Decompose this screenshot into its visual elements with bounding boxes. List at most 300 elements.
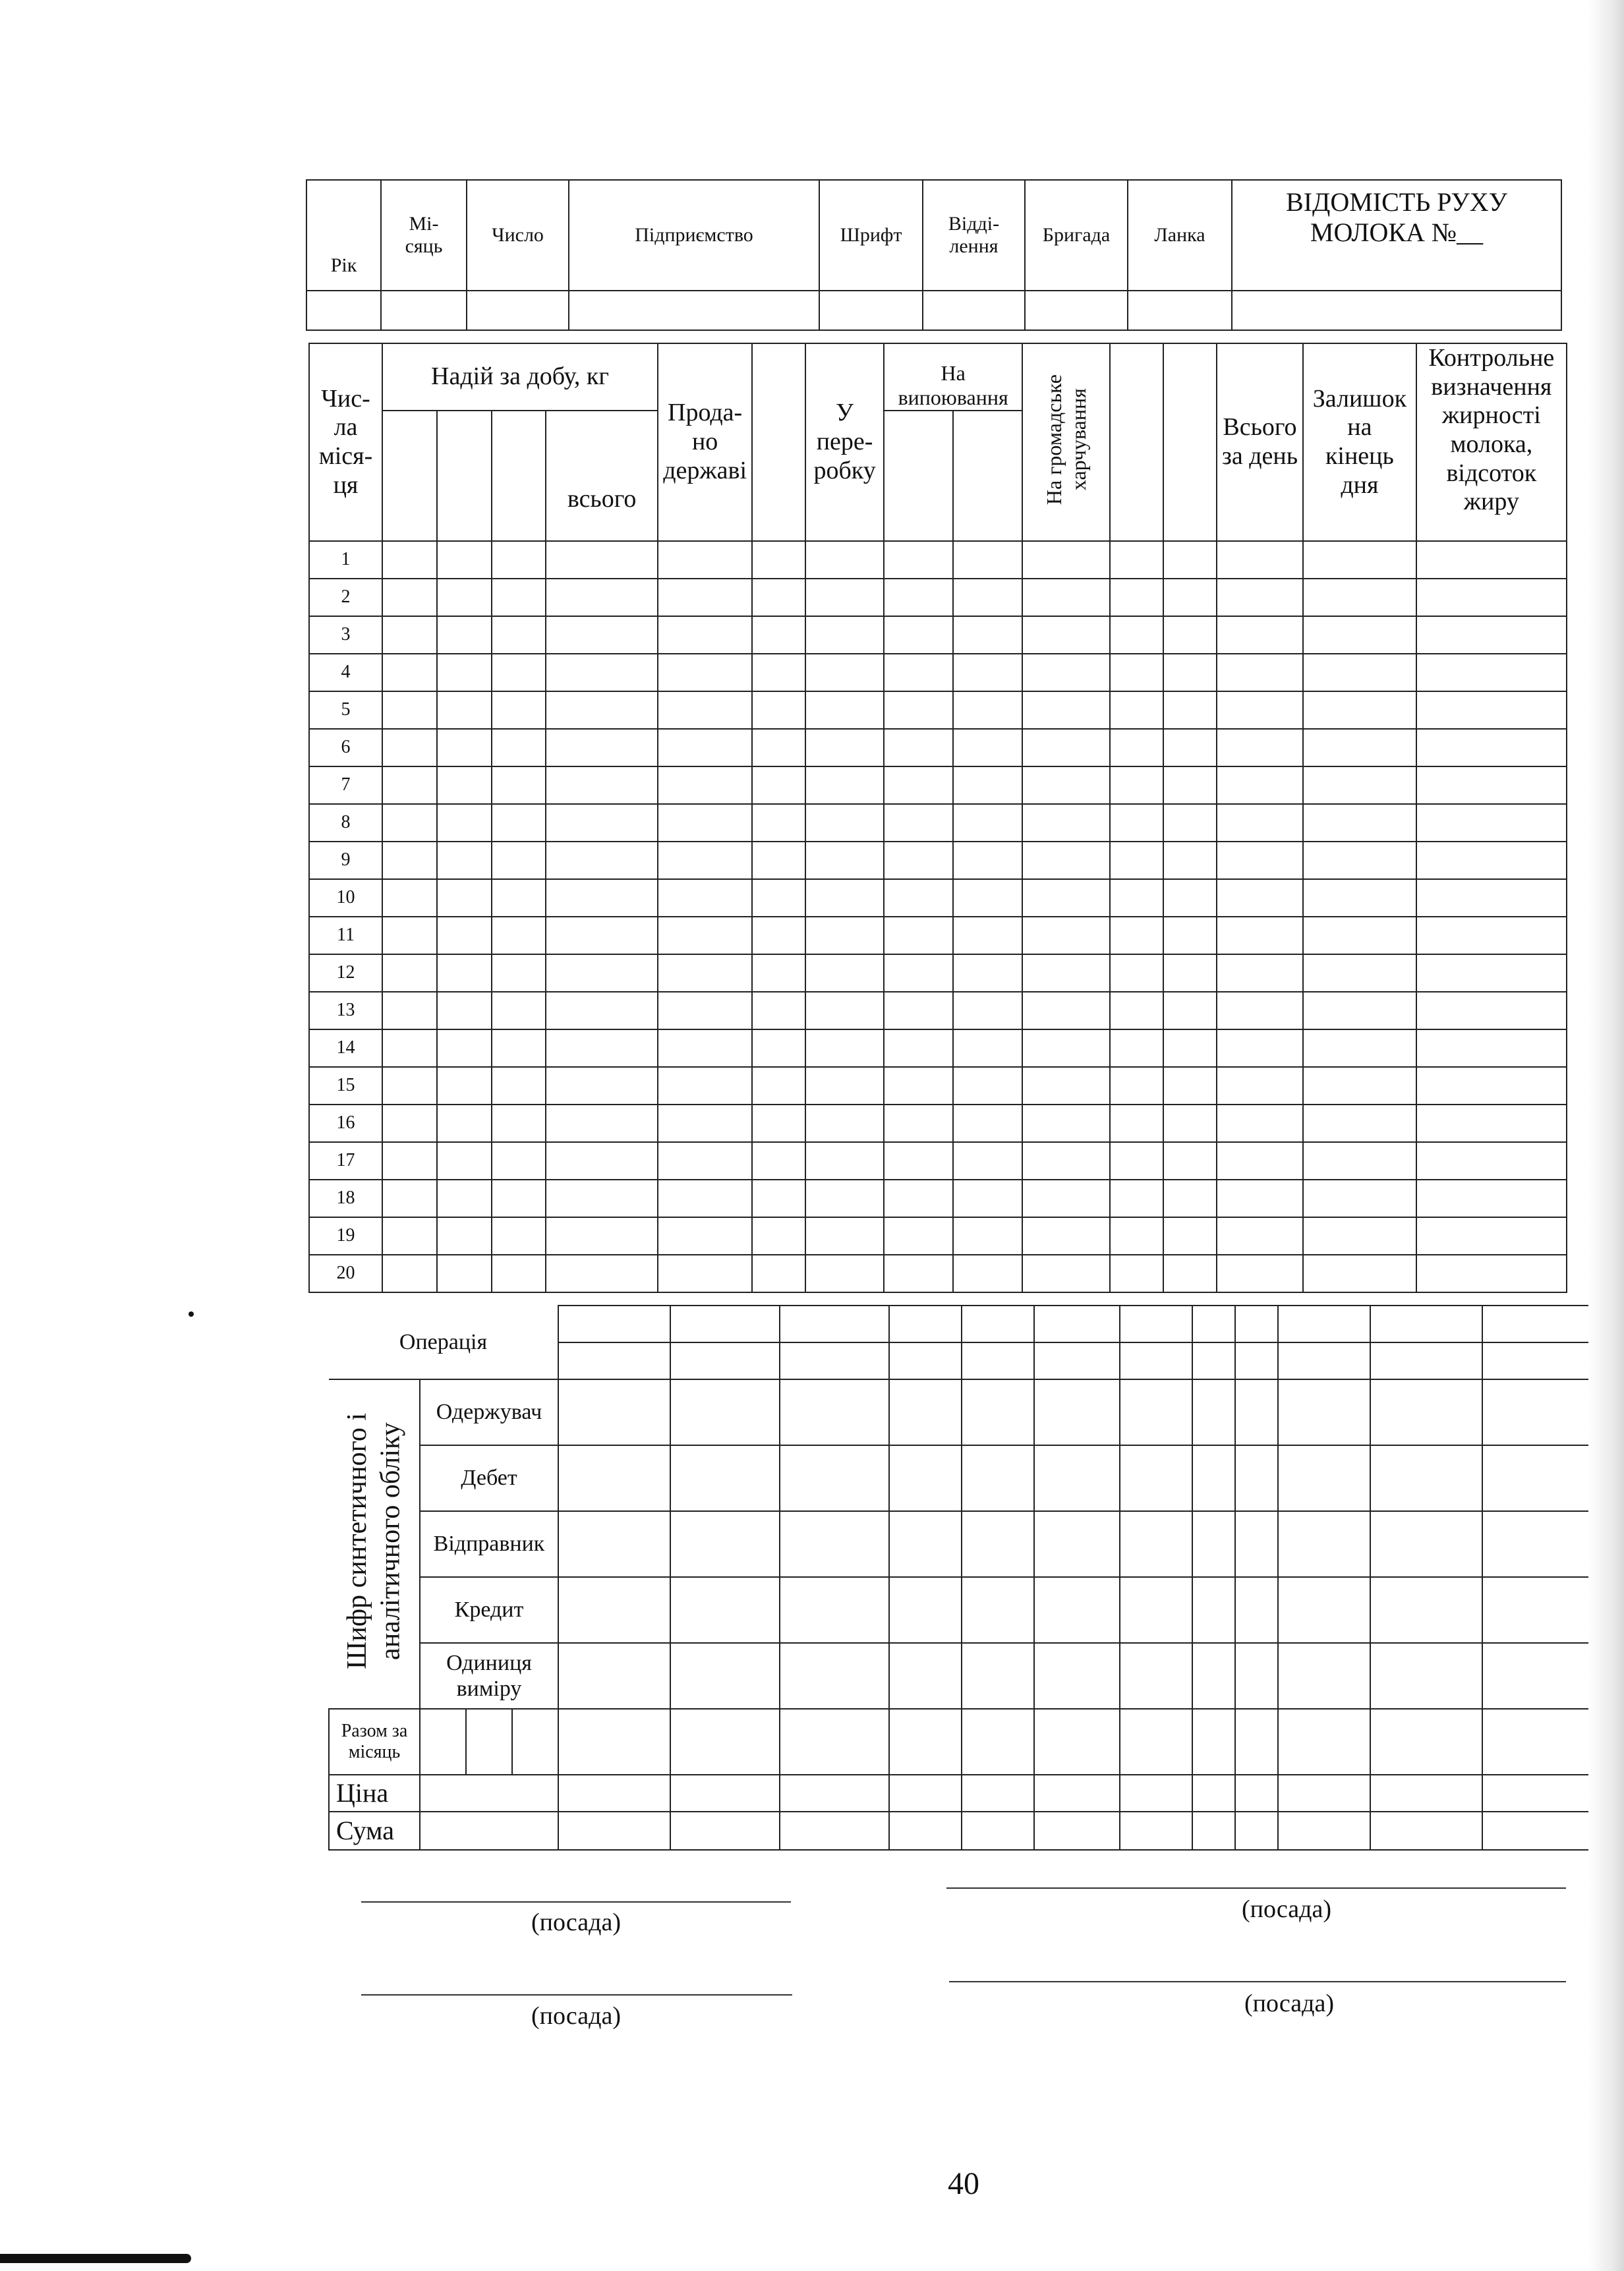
day-cell[interactable] bbox=[1110, 1029, 1163, 1067]
day-cell[interactable] bbox=[1217, 1217, 1303, 1255]
day-cell[interactable] bbox=[805, 1029, 884, 1067]
day-cell[interactable] bbox=[953, 1105, 1022, 1142]
day-cell[interactable] bbox=[437, 654, 492, 691]
day-cell[interactable] bbox=[1303, 579, 1416, 616]
day-cell[interactable] bbox=[658, 654, 752, 691]
day-cell[interactable] bbox=[658, 1217, 752, 1255]
day-cell[interactable] bbox=[1163, 992, 1217, 1029]
day-cell[interactable] bbox=[546, 917, 658, 954]
day-cell[interactable] bbox=[805, 691, 884, 729]
day-cell[interactable] bbox=[437, 992, 492, 1029]
day-cell[interactable] bbox=[1416, 917, 1567, 954]
day-cell[interactable] bbox=[658, 691, 752, 729]
day-cell[interactable] bbox=[658, 766, 752, 804]
day-cell[interactable] bbox=[1110, 766, 1163, 804]
day-cell[interactable] bbox=[1416, 729, 1567, 766]
day-cell[interactable] bbox=[492, 992, 546, 1029]
day-cell[interactable] bbox=[1217, 954, 1303, 992]
day-cell[interactable] bbox=[1416, 954, 1567, 992]
day-cell[interactable] bbox=[805, 1255, 884, 1292]
day-cell[interactable] bbox=[805, 729, 884, 766]
day-cell[interactable] bbox=[382, 729, 437, 766]
day-cell[interactable] bbox=[1303, 1029, 1416, 1067]
day-cell[interactable] bbox=[1110, 579, 1163, 616]
day-cell[interactable] bbox=[658, 729, 752, 766]
day-cell[interactable] bbox=[382, 992, 437, 1029]
day-cell[interactable] bbox=[1163, 1217, 1217, 1255]
day-cell[interactable] bbox=[805, 616, 884, 654]
day-cell[interactable] bbox=[658, 1105, 752, 1142]
day-cell[interactable] bbox=[1217, 654, 1303, 691]
day-cell[interactable] bbox=[884, 1105, 953, 1142]
day-cell[interactable] bbox=[492, 691, 546, 729]
day-cell[interactable] bbox=[437, 1217, 492, 1255]
day-cell[interactable] bbox=[1110, 992, 1163, 1029]
day-cell[interactable] bbox=[382, 879, 437, 917]
day-cell[interactable] bbox=[658, 1180, 752, 1217]
day-cell[interactable] bbox=[1416, 1255, 1567, 1292]
day-cell[interactable] bbox=[1163, 954, 1217, 992]
day-cell[interactable] bbox=[1303, 691, 1416, 729]
day-cell[interactable] bbox=[1416, 1105, 1567, 1142]
day-cell[interactable] bbox=[492, 579, 546, 616]
day-cell[interactable] bbox=[752, 954, 805, 992]
day-cell[interactable] bbox=[953, 954, 1022, 992]
day-cell[interactable] bbox=[1217, 1105, 1303, 1142]
day-cell[interactable] bbox=[1110, 842, 1163, 879]
day-cell[interactable] bbox=[492, 1029, 546, 1067]
day-cell[interactable] bbox=[805, 579, 884, 616]
day-cell[interactable] bbox=[1217, 616, 1303, 654]
day-cell[interactable] bbox=[1416, 1217, 1567, 1255]
day-cell[interactable] bbox=[884, 1029, 953, 1067]
day-cell[interactable] bbox=[1163, 1142, 1217, 1180]
day-cell[interactable] bbox=[805, 879, 884, 917]
day-cell[interactable] bbox=[546, 1105, 658, 1142]
day-cell[interactable] bbox=[1303, 766, 1416, 804]
day-cell[interactable] bbox=[752, 729, 805, 766]
day-cell[interactable] bbox=[382, 1029, 437, 1067]
day-cell[interactable] bbox=[953, 842, 1022, 879]
day-cell[interactable] bbox=[1022, 804, 1110, 842]
day-cell[interactable] bbox=[1416, 1067, 1567, 1105]
day-cell[interactable] bbox=[1022, 1067, 1110, 1105]
day-cell[interactable] bbox=[437, 1180, 492, 1217]
day-cell[interactable] bbox=[1163, 729, 1217, 766]
day-cell[interactable] bbox=[884, 691, 953, 729]
day-cell[interactable] bbox=[492, 1067, 546, 1105]
day-cell[interactable] bbox=[546, 729, 658, 766]
day-cell[interactable] bbox=[437, 1255, 492, 1292]
day-cell[interactable] bbox=[1110, 1217, 1163, 1255]
day-cell[interactable] bbox=[953, 1067, 1022, 1105]
day-cell[interactable] bbox=[884, 1067, 953, 1105]
day-cell[interactable] bbox=[1110, 954, 1163, 992]
day-cell[interactable] bbox=[437, 729, 492, 766]
day-cell[interactable] bbox=[884, 992, 953, 1029]
day-cell[interactable] bbox=[805, 1105, 884, 1142]
day-cell[interactable] bbox=[437, 842, 492, 879]
day-cell[interactable] bbox=[546, 879, 658, 917]
day-cell[interactable] bbox=[884, 1180, 953, 1217]
day-cell[interactable] bbox=[1110, 616, 1163, 654]
day-cell[interactable] bbox=[1163, 879, 1217, 917]
day-cell[interactable] bbox=[658, 954, 752, 992]
day-cell[interactable] bbox=[805, 992, 884, 1029]
day-cell[interactable] bbox=[1303, 616, 1416, 654]
day-cell[interactable] bbox=[437, 954, 492, 992]
day-cell[interactable] bbox=[1416, 654, 1567, 691]
day-cell[interactable] bbox=[805, 804, 884, 842]
day-cell[interactable] bbox=[492, 1180, 546, 1217]
day-cell[interactable] bbox=[1022, 992, 1110, 1029]
day-cell[interactable] bbox=[884, 954, 953, 992]
day-cell[interactable] bbox=[953, 879, 1022, 917]
day-cell[interactable] bbox=[546, 691, 658, 729]
day-cell[interactable] bbox=[658, 804, 752, 842]
day-cell[interactable] bbox=[437, 1067, 492, 1105]
day-cell[interactable] bbox=[437, 804, 492, 842]
day-cell[interactable] bbox=[953, 579, 1022, 616]
day-cell[interactable] bbox=[1022, 616, 1110, 654]
day-cell[interactable] bbox=[546, 1067, 658, 1105]
day-cell[interactable] bbox=[546, 579, 658, 616]
day-cell[interactable] bbox=[884, 842, 953, 879]
day-cell[interactable] bbox=[546, 1142, 658, 1180]
day-cell[interactable] bbox=[1416, 1142, 1567, 1180]
day-cell[interactable] bbox=[752, 1180, 805, 1217]
day-cell[interactable] bbox=[1303, 1142, 1416, 1180]
day-cell[interactable] bbox=[382, 1105, 437, 1142]
day-cell[interactable] bbox=[492, 616, 546, 654]
day-cell[interactable] bbox=[658, 992, 752, 1029]
day-cell[interactable] bbox=[382, 541, 437, 579]
day-cell[interactable] bbox=[546, 954, 658, 992]
day-cell[interactable] bbox=[1022, 1255, 1110, 1292]
day-cell[interactable] bbox=[1303, 541, 1416, 579]
day-cell[interactable] bbox=[805, 766, 884, 804]
day-cell[interactable] bbox=[752, 1067, 805, 1105]
day-cell[interactable] bbox=[752, 804, 805, 842]
day-cell[interactable] bbox=[1217, 691, 1303, 729]
day-cell[interactable] bbox=[437, 879, 492, 917]
day-cell[interactable] bbox=[546, 992, 658, 1029]
day-cell[interactable] bbox=[1110, 804, 1163, 842]
day-cell[interactable] bbox=[1163, 1105, 1217, 1142]
day-cell[interactable] bbox=[1110, 541, 1163, 579]
day-cell[interactable] bbox=[1416, 766, 1567, 804]
day-cell[interactable] bbox=[1022, 1105, 1110, 1142]
day-cell[interactable] bbox=[382, 1180, 437, 1217]
day-cell[interactable] bbox=[1217, 917, 1303, 954]
day-cell[interactable] bbox=[752, 1142, 805, 1180]
day-cell[interactable] bbox=[752, 842, 805, 879]
day-cell[interactable] bbox=[805, 954, 884, 992]
day-cell[interactable] bbox=[884, 879, 953, 917]
day-cell[interactable] bbox=[1416, 1180, 1567, 1217]
day-cell[interactable] bbox=[1416, 541, 1567, 579]
day-cell[interactable] bbox=[382, 654, 437, 691]
day-cell[interactable] bbox=[1416, 579, 1567, 616]
day-cell[interactable] bbox=[382, 1217, 437, 1255]
day-cell[interactable] bbox=[492, 804, 546, 842]
day-cell[interactable] bbox=[752, 879, 805, 917]
day-cell[interactable] bbox=[492, 1105, 546, 1142]
day-cell[interactable] bbox=[382, 691, 437, 729]
day-cell[interactable] bbox=[1416, 992, 1567, 1029]
day-cell[interactable] bbox=[1163, 541, 1217, 579]
day-cell[interactable] bbox=[492, 954, 546, 992]
day-cell[interactable] bbox=[1163, 1255, 1217, 1292]
day-cell[interactable] bbox=[546, 1180, 658, 1217]
day-cell[interactable] bbox=[382, 766, 437, 804]
day-cell[interactable] bbox=[1163, 842, 1217, 879]
day-cell[interactable] bbox=[1416, 616, 1567, 654]
day-cell[interactable] bbox=[953, 729, 1022, 766]
day-cell[interactable] bbox=[1163, 579, 1217, 616]
day-cell[interactable] bbox=[1110, 1180, 1163, 1217]
day-cell[interactable] bbox=[752, 917, 805, 954]
day-cell[interactable] bbox=[658, 579, 752, 616]
day-cell[interactable] bbox=[382, 917, 437, 954]
day-cell[interactable] bbox=[437, 616, 492, 654]
day-cell[interactable] bbox=[1416, 691, 1567, 729]
day-cell[interactable] bbox=[805, 1180, 884, 1217]
day-cell[interactable] bbox=[1022, 579, 1110, 616]
day-cell[interactable] bbox=[752, 579, 805, 616]
day-cell[interactable] bbox=[953, 1180, 1022, 1217]
day-cell[interactable] bbox=[1022, 842, 1110, 879]
day-cell[interactable] bbox=[752, 691, 805, 729]
day-cell[interactable] bbox=[658, 1142, 752, 1180]
day-cell[interactable] bbox=[884, 1217, 953, 1255]
day-cell[interactable] bbox=[492, 917, 546, 954]
day-cell[interactable] bbox=[382, 804, 437, 842]
day-cell[interactable] bbox=[752, 1105, 805, 1142]
day-cell[interactable] bbox=[658, 1255, 752, 1292]
day-cell[interactable] bbox=[492, 654, 546, 691]
day-cell[interactable] bbox=[953, 766, 1022, 804]
day-cell[interactable] bbox=[805, 1067, 884, 1105]
day-cell[interactable] bbox=[884, 1142, 953, 1180]
day-cell[interactable] bbox=[546, 1029, 658, 1067]
day-cell[interactable] bbox=[1022, 1142, 1110, 1180]
day-cell[interactable] bbox=[1110, 1105, 1163, 1142]
day-cell[interactable] bbox=[546, 541, 658, 579]
day-cell[interactable] bbox=[1022, 691, 1110, 729]
day-cell[interactable] bbox=[437, 1029, 492, 1067]
day-cell[interactable] bbox=[1022, 729, 1110, 766]
day-cell[interactable] bbox=[1217, 1067, 1303, 1105]
day-cell[interactable] bbox=[953, 654, 1022, 691]
day-cell[interactable] bbox=[492, 541, 546, 579]
day-cell[interactable] bbox=[658, 616, 752, 654]
day-cell[interactable] bbox=[953, 1029, 1022, 1067]
day-cell[interactable] bbox=[1022, 917, 1110, 954]
day-cell[interactable] bbox=[382, 1255, 437, 1292]
day-cell[interactable] bbox=[1110, 654, 1163, 691]
day-cell[interactable] bbox=[752, 1255, 805, 1292]
day-cell[interactable] bbox=[1217, 1029, 1303, 1067]
day-cell[interactable] bbox=[1303, 654, 1416, 691]
day-cell[interactable] bbox=[805, 1142, 884, 1180]
day-cell[interactable] bbox=[382, 579, 437, 616]
day-cell[interactable] bbox=[953, 917, 1022, 954]
day-cell[interactable] bbox=[1303, 1105, 1416, 1142]
day-cell[interactable] bbox=[1217, 1142, 1303, 1180]
day-cell[interactable] bbox=[884, 541, 953, 579]
day-cell[interactable] bbox=[658, 842, 752, 879]
day-cell[interactable] bbox=[658, 1067, 752, 1105]
day-cell[interactable] bbox=[1217, 804, 1303, 842]
day-cell[interactable] bbox=[437, 1105, 492, 1142]
day-cell[interactable] bbox=[492, 1217, 546, 1255]
day-cell[interactable] bbox=[1217, 579, 1303, 616]
day-cell[interactable] bbox=[1217, 729, 1303, 766]
day-cell[interactable] bbox=[546, 766, 658, 804]
day-cell[interactable] bbox=[382, 954, 437, 992]
day-cell[interactable] bbox=[752, 1029, 805, 1067]
day-cell[interactable] bbox=[437, 766, 492, 804]
day-cell[interactable] bbox=[1163, 691, 1217, 729]
day-cell[interactable] bbox=[884, 654, 953, 691]
day-cell[interactable] bbox=[1303, 1255, 1416, 1292]
day-cell[interactable] bbox=[884, 579, 953, 616]
day-cell[interactable] bbox=[1303, 729, 1416, 766]
day-cell[interactable] bbox=[805, 654, 884, 691]
day-cell[interactable] bbox=[437, 579, 492, 616]
day-cell[interactable] bbox=[752, 766, 805, 804]
day-cell[interactable] bbox=[492, 879, 546, 917]
day-cell[interactable] bbox=[546, 842, 658, 879]
day-cell[interactable] bbox=[953, 1255, 1022, 1292]
day-cell[interactable] bbox=[1163, 917, 1217, 954]
day-cell[interactable] bbox=[884, 1255, 953, 1292]
day-cell[interactable] bbox=[1416, 1029, 1567, 1067]
day-cell[interactable] bbox=[546, 616, 658, 654]
day-cell[interactable] bbox=[1303, 842, 1416, 879]
day-cell[interactable] bbox=[884, 917, 953, 954]
day-cell[interactable] bbox=[953, 541, 1022, 579]
day-cell[interactable] bbox=[1217, 1255, 1303, 1292]
day-cell[interactable] bbox=[1022, 654, 1110, 691]
day-cell[interactable] bbox=[1217, 1180, 1303, 1217]
day-cell[interactable] bbox=[752, 541, 805, 579]
day-cell[interactable] bbox=[1110, 917, 1163, 954]
day-cell[interactable] bbox=[492, 766, 546, 804]
day-cell[interactable] bbox=[437, 691, 492, 729]
day-cell[interactable] bbox=[1110, 1067, 1163, 1105]
day-cell[interactable] bbox=[752, 654, 805, 691]
day-cell[interactable] bbox=[1303, 1067, 1416, 1105]
day-cell[interactable] bbox=[1303, 992, 1416, 1029]
day-cell[interactable] bbox=[1217, 992, 1303, 1029]
day-cell[interactable] bbox=[884, 804, 953, 842]
day-cell[interactable] bbox=[752, 992, 805, 1029]
day-cell[interactable] bbox=[1303, 804, 1416, 842]
day-cell[interactable] bbox=[1163, 1067, 1217, 1105]
day-cell[interactable] bbox=[437, 541, 492, 579]
day-cell[interactable] bbox=[805, 1217, 884, 1255]
day-cell[interactable] bbox=[805, 917, 884, 954]
day-cell[interactable] bbox=[1110, 1142, 1163, 1180]
day-cell[interactable] bbox=[884, 616, 953, 654]
day-cell[interactable] bbox=[1022, 879, 1110, 917]
day-cell[interactable] bbox=[1217, 879, 1303, 917]
day-cell[interactable] bbox=[1022, 954, 1110, 992]
day-cell[interactable] bbox=[1303, 879, 1416, 917]
day-cell[interactable] bbox=[1163, 1029, 1217, 1067]
day-cell[interactable] bbox=[1303, 917, 1416, 954]
day-cell[interactable] bbox=[1163, 804, 1217, 842]
day-cell[interactable] bbox=[658, 879, 752, 917]
day-cell[interactable] bbox=[805, 842, 884, 879]
day-cell[interactable] bbox=[1303, 1180, 1416, 1217]
day-cell[interactable] bbox=[658, 541, 752, 579]
day-cell[interactable] bbox=[658, 1029, 752, 1067]
day-cell[interactable] bbox=[1110, 729, 1163, 766]
day-cell[interactable] bbox=[1022, 1217, 1110, 1255]
day-cell[interactable] bbox=[1163, 1180, 1217, 1217]
day-cell[interactable] bbox=[953, 804, 1022, 842]
day-cell[interactable] bbox=[1217, 541, 1303, 579]
day-cell[interactable] bbox=[1163, 616, 1217, 654]
day-cell[interactable] bbox=[1217, 842, 1303, 879]
day-cell[interactable] bbox=[752, 616, 805, 654]
day-cell[interactable] bbox=[546, 654, 658, 691]
day-cell[interactable] bbox=[1217, 766, 1303, 804]
day-cell[interactable] bbox=[658, 917, 752, 954]
day-cell[interactable] bbox=[492, 842, 546, 879]
day-cell[interactable] bbox=[953, 992, 1022, 1029]
day-cell[interactable] bbox=[492, 729, 546, 766]
day-cell[interactable] bbox=[953, 1217, 1022, 1255]
day-cell[interactable] bbox=[1022, 1180, 1110, 1217]
day-cell[interactable] bbox=[546, 1255, 658, 1292]
day-cell[interactable] bbox=[953, 691, 1022, 729]
day-cell[interactable] bbox=[1163, 654, 1217, 691]
day-cell[interactable] bbox=[1163, 766, 1217, 804]
day-cell[interactable] bbox=[546, 1217, 658, 1255]
day-cell[interactable] bbox=[1110, 1255, 1163, 1292]
day-cell[interactable] bbox=[382, 1067, 437, 1105]
day-cell[interactable] bbox=[1110, 879, 1163, 917]
day-cell[interactable] bbox=[546, 804, 658, 842]
day-cell[interactable] bbox=[437, 1142, 492, 1180]
day-cell[interactable] bbox=[1303, 1217, 1416, 1255]
day-cell[interactable] bbox=[1416, 842, 1567, 879]
day-cell[interactable] bbox=[1022, 541, 1110, 579]
day-cell[interactable] bbox=[953, 616, 1022, 654]
day-cell[interactable] bbox=[1303, 954, 1416, 992]
day-cell[interactable] bbox=[1110, 691, 1163, 729]
day-cell[interactable] bbox=[805, 541, 884, 579]
day-cell[interactable] bbox=[382, 616, 437, 654]
day-cell[interactable] bbox=[1416, 804, 1567, 842]
day-cell[interactable] bbox=[884, 729, 953, 766]
day-cell[interactable] bbox=[1416, 879, 1567, 917]
day-cell[interactable] bbox=[382, 1142, 437, 1180]
day-cell[interactable] bbox=[884, 766, 953, 804]
day-cell[interactable] bbox=[492, 1255, 546, 1292]
day-cell[interactable] bbox=[382, 842, 437, 879]
day-cell[interactable] bbox=[953, 1142, 1022, 1180]
day-cell[interactable] bbox=[752, 1217, 805, 1255]
day-cell[interactable] bbox=[492, 1142, 546, 1180]
day-cell[interactable] bbox=[1022, 766, 1110, 804]
day-cell[interactable] bbox=[1022, 1029, 1110, 1067]
day-cell[interactable] bbox=[437, 917, 492, 954]
